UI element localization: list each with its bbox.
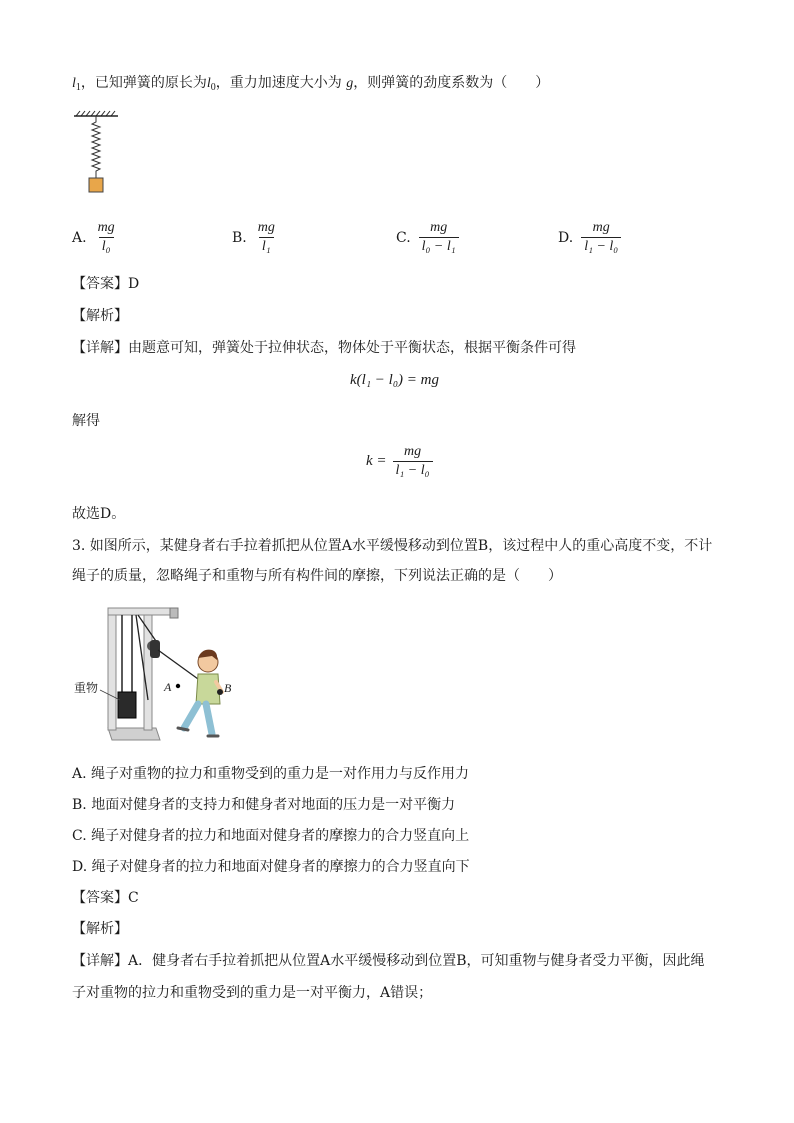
q3-option-c[interactable]: C. 绳子对健身者的拉力和地面对健身者的摩擦力的合力竖直向上 [72, 828, 470, 844]
q2-option-a[interactable]: A. $\frac{mg}{\text{l₀}}$ [72, 220, 118, 255]
q3-analysis-label: 【解析】 [72, 921, 128, 937]
q2-detail: 【详解】由题意可知，弹簧处于拉伸状态，物体处于平衡状态，根据平衡条件可得 [72, 340, 576, 356]
q3-option-a[interactable]: A. 绳子对重物的拉力和重物受到的重力是一对作用力与反作用力 [72, 766, 470, 782]
q2-answer: 【答案】D [72, 276, 140, 292]
q2-intro-line: $l_1$，已知弹簧的原长为$l_0$，重力加速度大小为 g，则弹簧的劲度系数为（ ） [72, 75, 550, 93]
q3-option-d[interactable]: D. 绳子对健身者的拉力和地面对健身者的摩擦力的合力竖直向下 [72, 859, 470, 875]
q3-answer: 【答案】C [72, 890, 139, 906]
q3-option-b[interactable]: B. 地面对健身者的支持力和健身者对地面的压力是一对平衡力 [72, 797, 456, 813]
q3-stem-line-1: 3. 如图所示，某健身者右手拉着抓把从位置A水平缓慢移动到位置B，该过程中人的重心高度不变，不计 [72, 538, 713, 554]
q2-equation-1: k(l₁ − l₀) = mg [350, 372, 439, 388]
q2-solve-label: 解得 [72, 413, 100, 429]
q3-detail-line-2: 子对重物的拉力和重物受到的重力是一对平衡力，A错误； [72, 985, 433, 1001]
q2-option-b[interactable]: B. $\frac{mg}{\text{l₁}}$ [232, 220, 278, 255]
option-c-fraction: $\frac{mg}{\text{l₀ − l₁}}$ [419, 220, 459, 255]
option-b-fraction: $\frac{mg}{\text{l₁}}$ [257, 220, 275, 254]
q2-equation-2: k = $\frac{mg}{\text{l₁ − l₀}}$ [366, 444, 433, 479]
q2-option-c[interactable]: C. $\frac{mg}{\text{l₀ − l₁}}$ [396, 220, 459, 255]
weight-label: 重物 [74, 681, 99, 695]
point-a-label: A [164, 680, 172, 694]
q3-stem-line-2: 绳子的质量，忽略绳子和重物与所有构件间的摩擦，下列说法正确的是（ ） [72, 568, 562, 584]
q2-conclusion: 故选D。 [72, 506, 126, 522]
q2-analysis-label: 【解析】 [72, 308, 128, 324]
symbol-l1: $l_1$ [72, 76, 81, 93]
option-a-fraction: $\frac{mg}{\text{l₀}}$ [97, 220, 115, 254]
q3-detail-line-1: 【详解】A．健身者右手拉着抓把从位置A水平缓慢移动到位置B，可知重物与健身者受力平衡，因此绳 [72, 953, 705, 969]
point-b-label: B [224, 681, 232, 695]
gym-machine-figure [72, 600, 252, 748]
q2-option-d[interactable]: D. $\frac{mg}{\text{l₁ − l₀}}$ [558, 220, 621, 255]
spring-figure [72, 110, 122, 200]
option-d-fraction: $\frac{mg}{\text{l₁ − l₀}}$ [581, 220, 621, 255]
